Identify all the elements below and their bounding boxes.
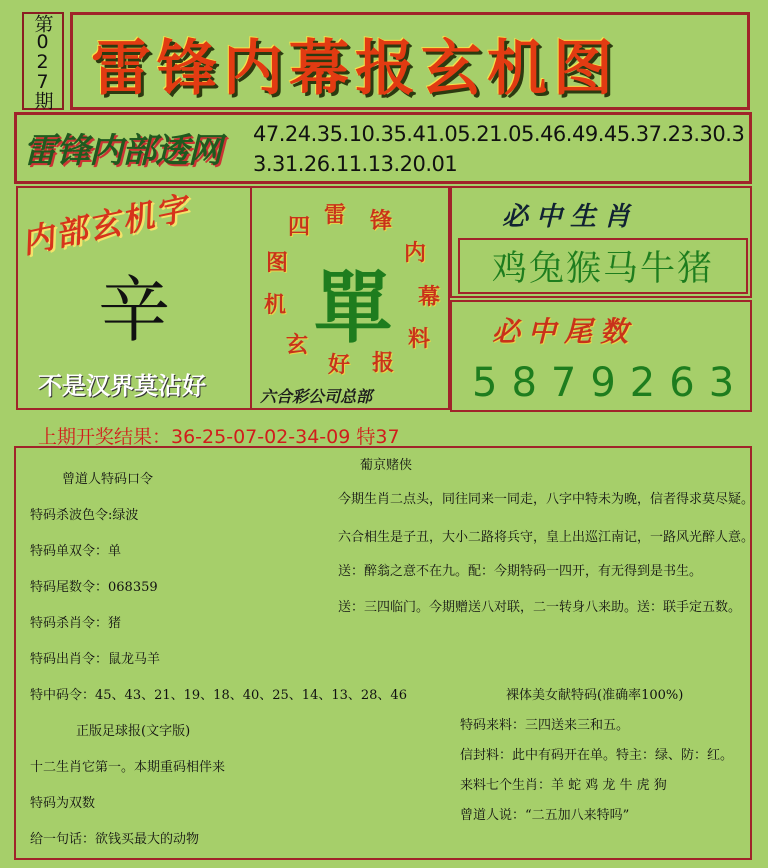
- tail-number-caption: 必中尾数: [492, 315, 637, 348]
- left-line: 特码杀肖令：猪: [30, 616, 122, 631]
- ring-char: 四: [288, 214, 311, 240]
- left-line: 特码尾数令：068359: [30, 580, 158, 595]
- beauty-line: 曾道人说：“二五加八来特吗”: [460, 808, 630, 823]
- tail-digits: 5879263: [472, 360, 749, 406]
- ring-char: 报: [372, 350, 395, 376]
- last-result: 上期开奖结果：36-25-07-02-34-09 特37: [38, 426, 400, 448]
- right-line: 送：三四临门。今期赠送八对联，二一转身八来助。送：联手定五数。: [338, 600, 742, 615]
- issue-number: 第027期: [22, 12, 64, 110]
- zodiac-caption: 必中生肖: [502, 202, 639, 232]
- center-character: 單: [314, 263, 393, 354]
- ring-char: 好: [328, 352, 351, 378]
- text-panel: [14, 446, 755, 860]
- mystery-character: 辛: [98, 268, 171, 352]
- zodiac-panel: [450, 186, 752, 298]
- right-line: 今期生肖二点头，同往同来一同走，八字中特未为晚，信者得求莫尽疑。: [338, 492, 755, 507]
- mystery-character-panel: [16, 186, 252, 410]
- ring-char: 图: [266, 250, 289, 276]
- right-line: 送：醉翁之意不在九。配：今期特码一四开，有无得到是书生。: [338, 564, 703, 579]
- title-banner: [70, 12, 750, 110]
- left-line: 特码单双令：单: [30, 544, 122, 559]
- football-line: 给一句话：欲钱买最大的动物: [30, 832, 200, 847]
- numbers-label: 雷锋内部透网: [23, 131, 221, 171]
- football-heading: 正版足球报(文字版): [76, 724, 191, 739]
- tail-number-panel: [450, 300, 752, 412]
- beauty-line: 信封料：此中有码开在单。特主：绿、防：红。: [460, 748, 734, 763]
- ring-char: 料: [408, 326, 431, 352]
- beauty-heading: 裸体美女献特码(准确率100%): [506, 688, 684, 703]
- left-heading: 曾道人特码口令: [62, 472, 154, 487]
- page-title: 雷锋内幕报玄机图: [91, 34, 619, 104]
- left-line: 特码杀波色令:绿波: [30, 508, 139, 523]
- mystery-phrase: 不是汉界莫沾好: [38, 371, 206, 400]
- beauty-line: 特码来料：三四送来三和五。: [460, 718, 630, 733]
- ring-char: 幕: [418, 284, 441, 310]
- numbers-list: 47.24.35.10.35.41.05.21.05.46.49.45.37.23.30.33.31.26.11.13.20.01: [253, 122, 745, 176]
- ring-footer: 六合彩公司总部: [260, 387, 373, 406]
- numbers-panel: [14, 112, 752, 184]
- ring-char: 内: [404, 240, 427, 266]
- zodiac-list: 鸡兔猴马牛猪: [458, 238, 748, 294]
- ring-panel: [250, 186, 450, 410]
- ring-char: 玄: [286, 332, 309, 358]
- mystery-character-caption: 内部玄机字: [18, 188, 193, 262]
- ring-char: 机: [264, 292, 287, 318]
- left-line: 特中码令：45、43、21、19、18、40、25、14、13、28、46: [30, 688, 407, 703]
- right-line: 六合相生是子丑，大小二路将兵守，皇上出巡江南记，一路风光醉人意。: [338, 530, 755, 545]
- football-line: 十二生肖它第一。本期重码相伴来: [30, 760, 226, 775]
- beauty-line: 来料七个生肖：羊 蛇 鸡 龙 牛 虎 狗: [460, 778, 667, 793]
- ring-char: 锋: [370, 208, 393, 234]
- left-line: 特码出肖令：鼠龙马羊: [30, 652, 161, 667]
- right-heading: 葡京赌侠: [360, 458, 413, 473]
- ring-char: 雷: [324, 202, 347, 228]
- football-line: 特码为双数: [30, 796, 96, 811]
